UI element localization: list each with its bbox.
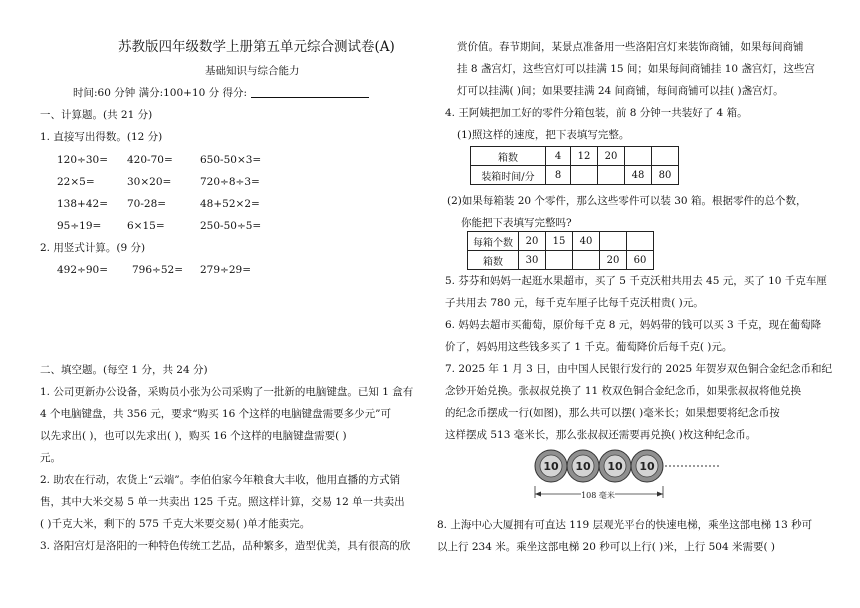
calc-item: 48+52×2=: [200, 198, 260, 210]
question-5-line: 5. 芬芬和妈妈一起逛水果超市，买了 5 千克沃柑共用去 45 元，买了 10 千克车厘: [445, 275, 827, 287]
coin-label: 10: [543, 460, 559, 473]
fill-line: 3. 洛阳宫灯是洛阳的一种特色传统工艺品，品种繁多，造型优美，具有很高的欣: [40, 540, 411, 552]
vertical-calc-item: 796÷52=: [132, 264, 183, 276]
question-4-2-line: 你能把下表填写完整吗?: [461, 217, 572, 229]
coin-label: 10: [607, 460, 623, 473]
section-1-heading: 一、计算题。(共 21 分): [40, 109, 153, 121]
fill-line: 售，其中大米交易 5 单一共卖出 125 千克。照这样计算，交易 12 单一共卖出: [40, 496, 405, 508]
table-cell: 40: [573, 232, 600, 251]
table-cell: 15: [546, 232, 573, 251]
coin: [567, 450, 599, 482]
question-6-line: 价了，妈妈用这些钱多买了 1 千克。葡萄降价后每千克( )元。: [445, 341, 733, 353]
calc-item: 120÷30=: [57, 154, 108, 166]
fill-line: 4 个电脑键盘，共 356 元，要求“购买 16 个这样的电脑键盘需要多少元”可: [40, 408, 392, 420]
question-1-2: 2. 用竖式计算。(9 分): [40, 242, 146, 254]
table-cell[interactable]: [625, 147, 652, 166]
table-row: [471, 147, 679, 166]
question-7-line: 的纪念币摆成一行(如图)，那么共可以摆( )毫米长；如果想要将纪念币按: [445, 407, 780, 419]
table-cell: 箱数: [468, 251, 519, 270]
section-2-heading: 二、填空题。(每空 1 分，共 24 分): [40, 364, 208, 376]
table-cell[interactable]: [573, 251, 600, 270]
table-parts-boxes: [467, 231, 654, 270]
question-7-line: 念钞开始兑换。张叔叔兑换了 11 枚双色铜合金纪念币，如果张叔叔将他兑换: [445, 385, 802, 397]
question-8-line: 以上行 234 米。乘坐这部电梯 20 秒可以上行( )米，上行 504 米需要( ): [437, 541, 776, 553]
table-cell: 每箱个数: [468, 232, 519, 251]
question-7-line: 7. 2025 年 1 月 3 日，由中国人民银行发行的 2025 年贺岁双色铜合金纪念币和纪: [445, 363, 833, 375]
calc-item: 70-28=: [127, 198, 167, 210]
table-cell[interactable]: [600, 232, 627, 251]
fill-line: 1. 公司更新办公设备，采购员小张为公司采购了一批新的电脑键盘。已知 1 盒有: [40, 386, 414, 398]
calc-item: 22×5=: [57, 176, 95, 188]
calc-item: 250-50÷5=: [200, 220, 262, 232]
question-7-line: 这样摆成 513 毫米长，那么张叔叔还需要再兑换( )枚这种纪念币。: [445, 429, 757, 441]
q3-continued-line: 挂 8 盏宫灯，这些宫灯可以挂满 15 间；如果每间商铺挂 10 盏宫灯，这些宫: [457, 63, 815, 75]
coin-label: 10: [575, 460, 591, 473]
vertical-calc-item: 492÷90=: [57, 264, 108, 276]
table-cell[interactable]: [652, 147, 679, 166]
question-5-line: 子共用去 780 元，每千克车厘子比每千克沃柑贵( )元。: [445, 297, 704, 309]
table-cell: 箱数: [471, 147, 546, 166]
table-row: [471, 166, 679, 185]
coin-row-figure: [533, 448, 723, 508]
table-cell: 80: [652, 166, 679, 185]
question-4-2-line: (2)如果每箱装 20 个零件，那么这些零件可以装 30 箱。根据零件的总个数，: [447, 195, 807, 207]
table-cell[interactable]: [546, 251, 573, 270]
calc-item: 6×15=: [127, 220, 165, 232]
fill-line: 2. 助农在行动，农货上“云端”。李伯伯家今年粮食大丰收，他用直播的方式销: [40, 474, 401, 486]
score-blank[interactable]: [251, 87, 369, 98]
fill-line: 元。: [40, 452, 61, 464]
question-4-1: (1)照这样的速度，把下表填写完整。: [457, 129, 630, 141]
vertical-calc-item: 279÷29=: [200, 264, 251, 276]
calc-item: 420-70=: [127, 154, 173, 166]
q3-continued-line: 赏价值。春节期间，某景点准备用一些洛阳宫灯来装饰商铺，如果每间商铺: [457, 41, 804, 53]
table-cell: 60: [627, 251, 654, 270]
table-cell: 装箱时间/分: [471, 166, 546, 185]
table-cell: 48: [625, 166, 652, 185]
fill-line: ( )千克大米，剩下的 575 千克大米要交易( )单才能卖完。: [40, 518, 311, 530]
fill-line: 以先求出( )，也可以先求出( )，购买 16 个这样的电脑键盘需要( ): [40, 430, 347, 442]
table-cell: 4: [546, 147, 571, 166]
question-6-line: 6. 妈妈去超市买葡萄，原价每千克 8 元，妈妈带的钱可以买 3 千克，现在葡萄降: [445, 319, 822, 331]
measure-arrow: [657, 492, 663, 497]
coin: [631, 450, 663, 482]
calc-item: 95÷19=: [57, 220, 102, 232]
table-cell: 20: [598, 147, 625, 166]
page-subtitle: 基础知识与综合能力: [205, 65, 300, 77]
calc-item: 720÷8÷3=: [200, 176, 260, 188]
table-row: [468, 232, 654, 251]
table-cell: 20: [519, 232, 546, 251]
calc-item: 138+42=: [57, 198, 108, 210]
question-8-line: 8. 上海中心大厦拥有可直达 119 层观光平台的快速电梯，乘坐这部电梯 13 秒可: [437, 519, 813, 531]
table-boxes-time: [470, 146, 679, 185]
question-1-1: 1. 直接写出得数。(12 分): [40, 131, 163, 143]
question-4: 4. 王阿姨把加工好的零件分箱包装，前 8 分钟一共装好了 4 箱。: [445, 107, 748, 119]
table-cell[interactable]: [598, 166, 625, 185]
coin: [535, 450, 567, 482]
table-row: [468, 251, 654, 270]
exam-meta-text: 时间:60 分钟 满分:100+10 分 得分:: [73, 87, 248, 99]
calc-item: 650-50×3=: [200, 154, 262, 166]
calc-item: 30×20=: [127, 176, 172, 188]
measure-arrow: [535, 492, 541, 497]
coin-label: 10: [639, 460, 655, 473]
table-cell: 12: [571, 147, 598, 166]
table-cell: 8: [546, 166, 571, 185]
table-cell: 30: [519, 251, 546, 270]
exam-meta: [73, 86, 369, 100]
table-cell[interactable]: [627, 232, 654, 251]
table-cell[interactable]: [571, 166, 598, 185]
q3-continued-line: 灯可以挂满( )间；如果要挂满 24 间商铺，每间商铺可以挂( )盏宫灯。: [457, 85, 784, 97]
table-cell: 20: [600, 251, 627, 270]
page-title: 苏教版四年级数学上册第五单元综合测试卷(A): [118, 39, 395, 55]
coin: [599, 450, 631, 482]
measure-label: 108 毫米: [581, 491, 615, 500]
